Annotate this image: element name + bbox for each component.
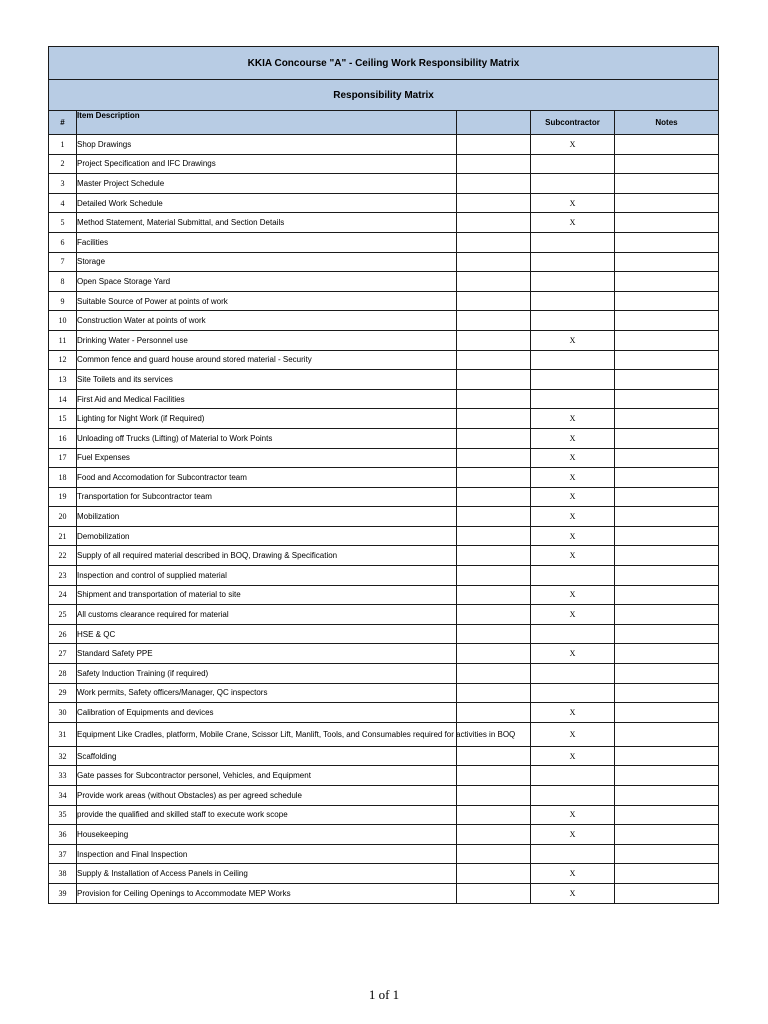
matrix-body [49,135,719,904]
item-description: Master Project Schedule [77,174,457,194]
notes-cell [615,844,719,864]
notes-cell [615,252,719,272]
blank-cell [457,786,531,806]
blank-cell [457,703,531,723]
item-description: Supply & Installation of Access Panels in Ceiling [77,864,457,884]
item-description: Storage [77,252,457,272]
item-description: Equipment Like Cradles, platform, Mobile Crane, Scissor Lift, Manlift, Tools, and Consumables required for activities in BOQ [77,722,457,746]
table-row [49,487,719,507]
blank-cell [457,428,531,448]
column-header-blank [457,111,531,135]
item-number: 38 [49,864,77,884]
subcontractor-mark: X [531,468,615,488]
item-description: Shipment and transportation of material to site [77,585,457,605]
table-row [49,605,719,625]
blank-cell [457,605,531,625]
table-row [49,624,719,644]
notes-cell [615,864,719,884]
blank-cell [457,566,531,586]
item-number: 32 [49,746,77,766]
notes-cell [615,664,719,684]
subcontractor-mark: X [531,507,615,527]
item-number: 26 [49,624,77,644]
item-number: 28 [49,664,77,684]
table-row [49,864,719,884]
notes-cell [615,703,719,723]
item-number: 21 [49,526,77,546]
item-number: 33 [49,766,77,786]
blank-cell [457,350,531,370]
subcontractor-mark [531,232,615,252]
subcontractor-mark: X [531,746,615,766]
item-number: 31 [49,722,77,746]
blank-cell [457,389,531,409]
blank-cell [457,213,531,233]
blank-cell [457,174,531,194]
item-description: Site Toilets and its services [77,370,457,390]
table-row [49,272,719,292]
column-header-notes: Notes [615,111,719,135]
item-description: Standard Safety PPE [77,644,457,664]
notes-cell [615,330,719,350]
subcontractor-mark: X [531,213,615,233]
subcontractor-mark [531,174,615,194]
blank-cell [457,487,531,507]
table-row [49,786,719,806]
blank-cell [457,507,531,527]
notes-cell [615,644,719,664]
item-description: Open Space Storage Yard [77,272,457,292]
subcontractor-mark [531,252,615,272]
item-description: provide the qualified and skilled staff to execute work scope [77,805,457,825]
blank-cell [457,883,531,903]
subcontractor-mark: X [531,585,615,605]
notes-cell [615,428,719,448]
subcontractor-mark: X [531,135,615,155]
notes-cell [615,311,719,331]
item-number: 6 [49,232,77,252]
table-row [49,566,719,586]
item-description: Shop Drawings [77,135,457,155]
notes-cell [615,624,719,644]
table-row [49,370,719,390]
item-description: Unloading off Trucks (Lifting) of Material to Work Points [77,428,457,448]
item-description: Food and Accomodation for Subcontractor team [77,468,457,488]
item-description: Calibration of Equipments and devices [77,703,457,723]
notes-cell [615,825,719,845]
blank-cell [457,624,531,644]
notes-cell [615,213,719,233]
table-row [49,805,719,825]
blank-cell [457,546,531,566]
item-description: Provide work areas (without Obstacles) as per agreed schedule [77,786,457,806]
blank-cell [457,330,531,350]
blank-cell [457,370,531,390]
item-number: 10 [49,311,77,331]
column-header-subcontractor: Subcontractor [531,111,615,135]
table-row [49,585,719,605]
subcontractor-mark: X [531,703,615,723]
table-row [49,213,719,233]
table-row [49,193,719,213]
notes-cell [615,487,719,507]
subcontractor-mark [531,311,615,331]
notes-cell [615,546,719,566]
item-description: Suitable Source of Power at points of work [77,291,457,311]
subcontractor-mark [531,624,615,644]
item-number: 20 [49,507,77,527]
table-row [49,448,719,468]
item-description: First Aid and Medical Facilities [77,389,457,409]
subcontractor-mark: X [531,605,615,625]
table-row [49,644,719,664]
responsibility-matrix-table [48,46,719,904]
subcontractor-mark: X [531,330,615,350]
column-header-description: Item Description [77,111,457,135]
item-description: Provision for Ceiling Openings to Accommodate MEP Works [77,883,457,903]
item-description: Common fence and guard house around stored material - Security [77,350,457,370]
item-description: Facilities [77,232,457,252]
notes-cell [615,154,719,174]
blank-cell [457,193,531,213]
item-number: 1 [49,135,77,155]
table-row [49,135,719,155]
item-number: 2 [49,154,77,174]
item-number: 39 [49,883,77,903]
subcontractor-mark [531,370,615,390]
blank-cell [457,252,531,272]
notes-cell [615,805,719,825]
item-description: Mobilization [77,507,457,527]
item-number: 9 [49,291,77,311]
blank-cell [457,526,531,546]
item-description: HSE & QC [77,624,457,644]
table-row [49,825,719,845]
blank-cell [457,135,531,155]
subcontractor-mark [531,154,615,174]
item-number: 11 [49,330,77,350]
blank-cell [457,766,531,786]
table-row [49,507,719,527]
blank-cell [457,644,531,664]
item-description: Work permits, Safety officers/Manager, QC inspectors [77,683,457,703]
notes-cell [615,468,719,488]
table-row [49,746,719,766]
item-description: Detailed Work Schedule [77,193,457,213]
item-description: Drinking Water - Personnel use [77,330,457,350]
item-number: 3 [49,174,77,194]
column-header-number: # [49,111,77,135]
item-number: 27 [49,644,77,664]
item-number: 30 [49,703,77,723]
item-number: 14 [49,389,77,409]
item-number: 24 [49,585,77,605]
subcontractor-mark: X [531,428,615,448]
subcontractor-mark [531,786,615,806]
item-number: 23 [49,566,77,586]
table-row [49,174,719,194]
notes-cell [615,566,719,586]
notes-cell [615,370,719,390]
blank-cell [457,683,531,703]
page-number: 1 of 1 [368,987,400,1002]
blank-cell [457,311,531,331]
item-number: 16 [49,428,77,448]
table-row [49,252,719,272]
table-row [49,546,719,566]
subcontractor-mark [531,291,615,311]
item-description: Inspection and control of supplied material [77,566,457,586]
subcontractor-mark [531,350,615,370]
item-number: 19 [49,487,77,507]
item-number: 35 [49,805,77,825]
blank-cell [457,154,531,174]
subcontractor-mark: X [531,546,615,566]
item-number: 37 [49,844,77,864]
table-row [49,291,719,311]
table-row [49,389,719,409]
blank-cell [457,409,531,429]
blank-cell [457,746,531,766]
notes-cell [615,605,719,625]
table-row [49,232,719,252]
subcontractor-mark: X [531,644,615,664]
item-number: 25 [49,605,77,625]
notes-cell [615,135,719,155]
item-description: Gate passes for Subcontractor personel, Vehicles, and Equipment [77,766,457,786]
table-row [49,350,719,370]
table-row [49,409,719,429]
notes-cell [615,786,719,806]
blank-cell [457,864,531,884]
blank-cell [457,825,531,845]
notes-cell [615,291,719,311]
table-row [49,526,719,546]
subcontractor-mark: X [531,825,615,845]
item-number: 12 [49,350,77,370]
table-row [49,883,719,903]
item-number: 18 [49,468,77,488]
blank-cell [457,448,531,468]
item-number: 36 [49,825,77,845]
notes-cell [615,389,719,409]
blank-cell [457,272,531,292]
blank-cell [457,844,531,864]
table-row [49,428,719,448]
item-number: 5 [49,213,77,233]
item-number: 15 [49,409,77,429]
subcontractor-mark [531,683,615,703]
blank-cell [457,664,531,684]
item-number: 22 [49,546,77,566]
notes-cell [615,722,719,746]
item-number: 8 [49,272,77,292]
notes-cell [615,746,719,766]
subcontractor-mark: X [531,448,615,468]
subcontractor-mark: X [531,805,615,825]
subcontractor-mark [531,272,615,292]
notes-cell [615,272,719,292]
item-description: Scaffolding [77,746,457,766]
subcontractor-mark: X [531,864,615,884]
item-description: Fuel Expenses [77,448,457,468]
notes-cell [615,193,719,213]
subcontractor-mark: X [531,722,615,746]
blank-cell [457,805,531,825]
table-row [49,766,719,786]
item-number: 34 [49,786,77,806]
notes-cell [615,766,719,786]
subcontractor-mark: X [531,409,615,429]
subcontractor-mark: X [531,487,615,507]
subcontractor-mark [531,566,615,586]
item-description: Transportation for Subcontractor team [77,487,457,507]
subcontractor-mark: X [531,883,615,903]
item-description: All customs clearance required for material [77,605,457,625]
table-row [49,311,719,331]
subcontractor-mark [531,766,615,786]
item-description: Demobilization [77,526,457,546]
subcontractor-mark: X [531,193,615,213]
document-title: KKIA Concourse "A" - Ceiling Work Responsibility Matrix [49,47,719,80]
blank-cell [457,468,531,488]
item-description: Method Statement, Material Submittal, and Section Details [77,213,457,233]
item-number: 17 [49,448,77,468]
table-row [49,664,719,684]
table-row [49,722,719,746]
subcontractor-mark [531,844,615,864]
item-number: 29 [49,683,77,703]
notes-cell [615,883,719,903]
item-description: Supply of all required material described in BOQ, Drawing & Specification [77,546,457,566]
subcontractor-mark [531,664,615,684]
item-number: 7 [49,252,77,272]
matrix-subtitle: Responsibility Matrix [49,80,719,111]
item-description: Inspection and Final Inspection [77,844,457,864]
notes-cell [615,585,719,605]
table-row [49,468,719,488]
item-description: Safety Induction Training (if required) [77,664,457,684]
item-description: Lighting for Night Work (if Required) [77,409,457,429]
subcontractor-mark: X [531,526,615,546]
notes-cell [615,526,719,546]
notes-cell [615,409,719,429]
item-description: Construction Water at points of work [77,311,457,331]
notes-cell [615,683,719,703]
table-row [49,683,719,703]
notes-cell [615,232,719,252]
blank-cell [457,585,531,605]
item-number: 13 [49,370,77,390]
table-row [49,154,719,174]
blank-cell [457,232,531,252]
table-row [49,844,719,864]
notes-cell [615,448,719,468]
blank-cell [457,291,531,311]
notes-cell [615,350,719,370]
table-row [49,330,719,350]
notes-cell [615,507,719,527]
item-description: Housekeeping [77,825,457,845]
item-number: 4 [49,193,77,213]
subcontractor-mark [531,389,615,409]
item-description: Project Specification and IFC Drawings [77,154,457,174]
table-row [49,703,719,723]
notes-cell [615,174,719,194]
